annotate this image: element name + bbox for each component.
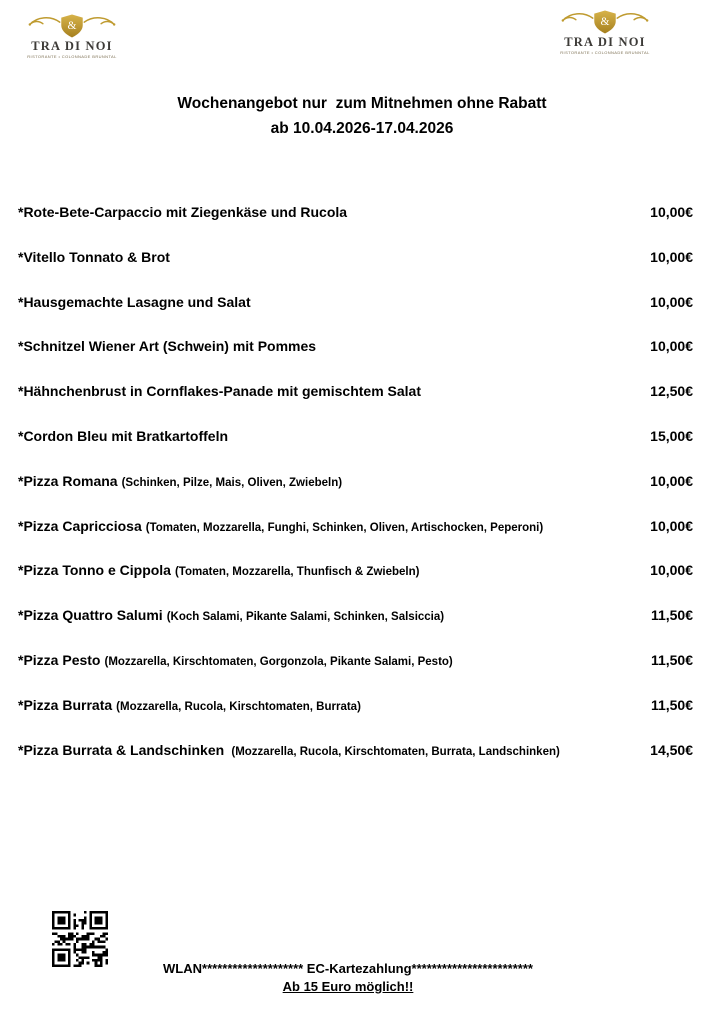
item-name: *Pizza Pesto	[18, 651, 101, 668]
menu-item-row	[18, 562, 693, 607]
restaurant-tagline: RISTORANTE • COLONNADE BRUNNTAL	[560, 49, 650, 55]
menu-item-row	[18, 473, 693, 518]
restaurant-tagline: RISTORANTE • COLONNADE BRUNNTAL	[27, 53, 117, 59]
item-price: 11,50€	[650, 607, 693, 624]
item-price: 10,00€	[650, 204, 693, 220]
menu-item-row	[18, 518, 693, 563]
menu-item-row	[18, 697, 693, 742]
menu-item-row	[18, 383, 693, 428]
item-price: 10,00€	[650, 562, 693, 579]
menu-item-row	[18, 338, 693, 383]
menu-item-row	[18, 428, 693, 473]
item-name: *Pizza Burrata & Landschinken	[18, 741, 225, 758]
menu-item-row	[18, 294, 693, 339]
item-name: *Hähnchenbrust in Cornflakes-Panade mit gemischtem Salat	[18, 383, 421, 400]
menu-item-row	[18, 742, 693, 787]
item-price: 10,00€	[650, 517, 693, 534]
restaurant-logo-right	[557, 9, 653, 55]
item-price: 10,00€	[650, 293, 693, 310]
restaurant-name: TRA DI NOI	[31, 39, 113, 53]
page-title	[0, 91, 724, 141]
item-price: 10,00€	[650, 248, 693, 265]
item-price: 15,00€	[650, 427, 693, 444]
item-name: *Rote-Bete-Carpaccio mit Ziegenkäse und Rucola	[18, 204, 348, 220]
item-name: *Schnitzel Wiener Art (Schwein) mit Pommes	[18, 338, 317, 355]
logo-emblem-icon	[26, 13, 118, 39]
item-name: *Vitello Tonnato & Brot	[18, 248, 170, 265]
item-price: 14,50€	[650, 741, 693, 758]
item-details: (Koch Salami, Pikante Salami, Schinken, Salsiccia)	[166, 611, 445, 624]
item-name: *Cordon Bleu mit Bratkartoffeln	[18, 427, 229, 444]
item-name: *Hausgemachte Lasagne und Salat	[18, 293, 251, 310]
item-details: (Tomaten, Mozzarella, Funghi, Schinken, Oliven, Artischocken, Peperoni)	[145, 521, 544, 534]
logo-ampersand: &	[67, 20, 77, 33]
item-details: (Mozzarella, Kirschtomaten, Gorgonzola, Pikante Salami, Pesto)	[104, 655, 453, 668]
item-price: 10,00€	[650, 472, 693, 489]
item-name: *Pizza Romana	[18, 472, 118, 489]
title-line-1: Wochenangebot nur zum Mitnehmen ohne Rabatt	[177, 95, 547, 112]
item-price: 10,00€	[650, 338, 693, 355]
wlan-ec-payment-line: WLAN******************** EC-Kartezahlung************************	[163, 961, 533, 976]
restaurant-name: TRA DI NOI	[564, 35, 646, 49]
item-price: 11,50€	[650, 696, 693, 713]
item-details: (Mozzarella, Rucola, Kirschtomaten, Burrata, Landschinken)	[228, 745, 560, 758]
logo-emblem-icon	[559, 9, 651, 35]
qr-code-icon	[52, 911, 108, 967]
menu-item-row	[18, 249, 693, 294]
item-name: *Pizza Burrata	[18, 696, 113, 713]
menu-item-row	[18, 607, 693, 652]
menu-list	[18, 204, 693, 786]
menu-item-row	[18, 652, 693, 697]
item-details: (Tomaten, Mozzarella, Thunfisch & Zwiebeln)	[174, 566, 420, 579]
item-name: *Pizza Capricciosa	[18, 517, 142, 534]
item-details: (Schinken, Pilze, Mais, Oliven, Zwiebeln)	[121, 476, 343, 489]
item-price: 11,50€	[650, 651, 693, 668]
logo-ampersand: &	[600, 16, 610, 29]
minimum-amount-note: Ab 15 Euro möglich!!	[282, 979, 414, 994]
item-details: (Mozzarella, Rucola, Kirschtomaten, Burrata)	[116, 700, 361, 713]
qr-code	[52, 911, 108, 967]
item-price: 12,50€	[650, 383, 693, 400]
item-name: *Pizza Quattro Salumi	[18, 607, 163, 624]
item-name: *Pizza Tonno e Cippola	[18, 562, 171, 579]
restaurant-logo-left	[24, 13, 120, 59]
menu-item-row	[18, 204, 693, 249]
title-line-2: ab 10.04.2026-17.04.2026	[270, 120, 454, 137]
